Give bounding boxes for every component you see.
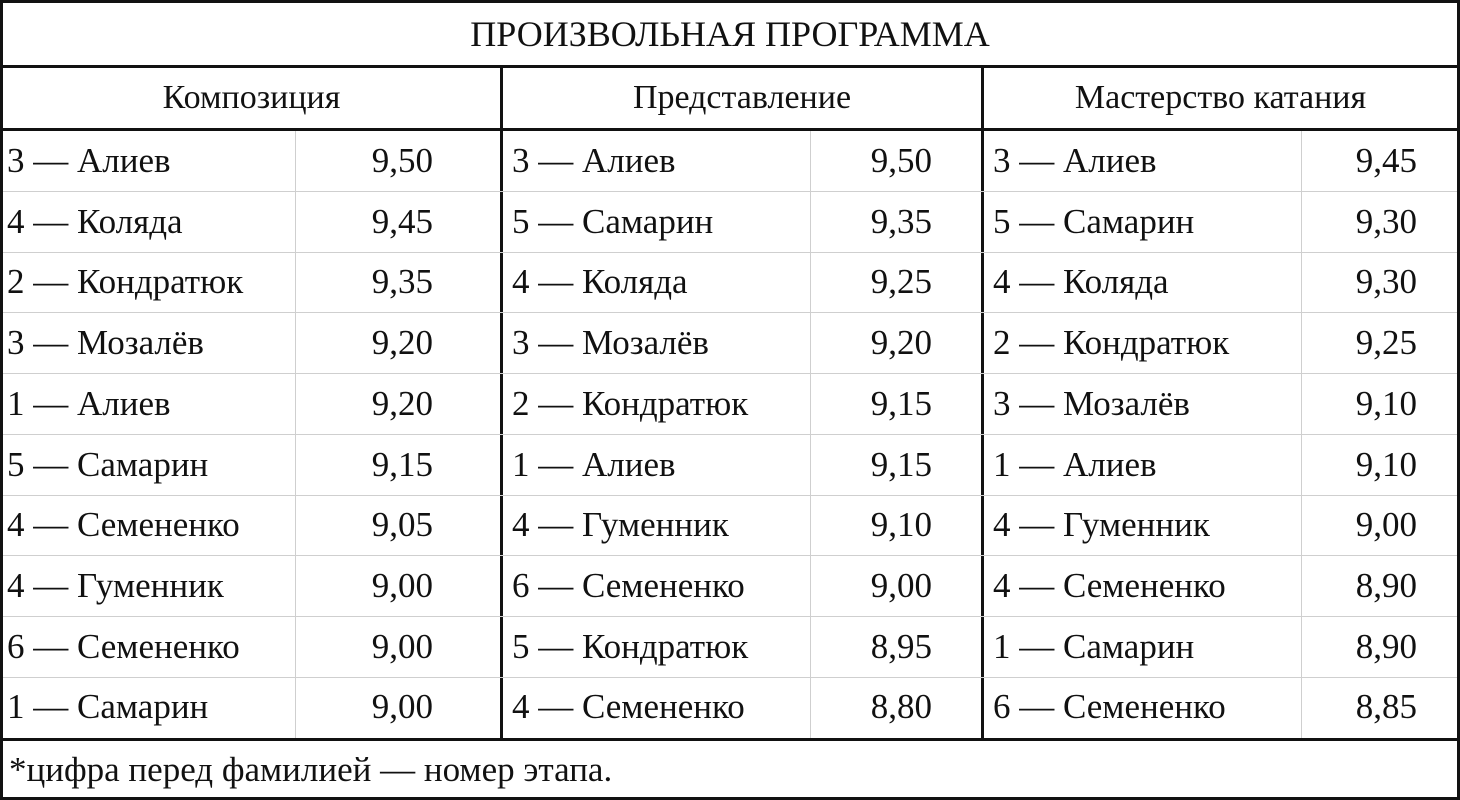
skater-name-cell: 4 — Семененко	[512, 687, 745, 726]
score-cell: 9,00	[371, 627, 433, 666]
skater-name-cell: 2 — Кондратюк	[512, 384, 749, 423]
score-cell: 8,95	[870, 627, 932, 666]
skater-name-cell: 3 — Мозалёв	[993, 384, 1190, 423]
score-cell: 9,20	[371, 384, 433, 423]
score-cell: 9,20	[371, 323, 433, 362]
skater-name-cell: 4 — Семененко	[993, 566, 1226, 605]
skater-name-cell: 3 — Мозалёв	[7, 323, 204, 362]
skater-name-cell: 2 — Кондратюк	[993, 323, 1230, 362]
score-cell: 9,45	[1355, 141, 1417, 180]
score-cell: 9,50	[870, 141, 932, 180]
column-header-presentation: Представление	[632, 79, 852, 116]
score-cell: 8,80	[870, 687, 932, 726]
score-cell: 9,20	[870, 323, 932, 362]
score-cell: 9,00	[371, 687, 433, 726]
skater-name-cell: 3 — Мозалёв	[512, 323, 709, 362]
footnote: *цифра перед фамилией — номер этапа.	[3, 738, 1457, 797]
skater-name-cell: 4 — Гуменник	[993, 505, 1210, 544]
skater-name-cell: 2 — Кондратюк	[7, 262, 244, 301]
skater-name-cell: 5 — Кондратюк	[512, 627, 749, 666]
column-header-row	[3, 68, 1457, 131]
column-header-skating-skills: Мастерство катания	[1074, 79, 1367, 116]
skater-name-cell: 1 — Самарин	[7, 687, 209, 726]
skater-name-cell: 4 — Гуменник	[7, 566, 224, 605]
table-body	[3, 131, 1457, 738]
skater-name-cell: 3 — Алиев	[993, 141, 1157, 180]
column-header-composition: Композиция	[162, 79, 341, 116]
table-row	[3, 435, 1457, 496]
skater-name-cell: 3 — Алиев	[512, 141, 676, 180]
score-cell: 9,10	[870, 505, 932, 544]
skater-name-cell: 5 — Самарин	[993, 202, 1195, 241]
skater-name-cell: 4 — Гуменник	[512, 505, 729, 544]
table-row	[3, 313, 1457, 374]
score-cell: 9,35	[870, 202, 932, 241]
score-cell: 9,00	[371, 566, 433, 605]
table-row	[3, 617, 1457, 678]
table-row	[3, 556, 1457, 617]
score-cell: 9,00	[870, 566, 932, 605]
table-row	[3, 131, 1457, 192]
skater-name-cell: 5 — Самарин	[7, 445, 209, 484]
score-cell: 9,05	[371, 505, 433, 544]
score-cell: 9,45	[371, 202, 433, 241]
skater-name-cell: 4 — Семененко	[7, 505, 240, 544]
score-cell: 9,50	[371, 141, 433, 180]
table-row	[3, 495, 1457, 556]
score-cell: 9,10	[1355, 445, 1417, 484]
skater-name-cell: 4 — Коляда	[7, 202, 183, 241]
skater-name-cell: 3 — Алиев	[7, 141, 171, 180]
score-cell: 9,10	[1355, 384, 1417, 423]
skater-name-cell: 4 — Коляда	[512, 262, 688, 301]
table-row	[3, 374, 1457, 435]
skater-name-cell: 1 — Алиев	[7, 384, 171, 423]
skater-name-cell: 6 — Семененко	[993, 687, 1226, 726]
skater-name-cell: 6 — Семененко	[7, 627, 240, 666]
skater-name-cell: 4 — Коляда	[993, 262, 1169, 301]
score-cell: 9,15	[371, 445, 433, 484]
score-cell: 9,15	[870, 445, 932, 484]
table-row	[3, 252, 1457, 313]
score-cell: 9,30	[1355, 202, 1417, 241]
score-cell: 9,35	[371, 262, 433, 301]
skater-name-cell: 6 — Семененко	[512, 566, 745, 605]
score-cell: 8,85	[1355, 687, 1417, 726]
score-cell: 9,00	[1355, 505, 1417, 544]
skater-name-cell: 1 — Алиев	[512, 445, 676, 484]
score-cell: 9,30	[1355, 262, 1417, 301]
table-row	[3, 192, 1457, 253]
score-cell: 9,25	[1355, 323, 1417, 362]
skater-name-cell: 1 — Самарин	[993, 627, 1195, 666]
table-title: ПРОИЗВОЛЬНАЯ ПРОГРАММА	[3, 3, 1457, 68]
score-cell: 9,25	[870, 262, 932, 301]
score-cell: 9,15	[870, 384, 932, 423]
skater-name-cell: 5 — Самарин	[512, 202, 714, 241]
score-cell: 8,90	[1355, 566, 1417, 605]
score-cell: 8,90	[1355, 627, 1417, 666]
skater-name-cell: 1 — Алиев	[993, 445, 1157, 484]
table-row	[3, 677, 1457, 738]
